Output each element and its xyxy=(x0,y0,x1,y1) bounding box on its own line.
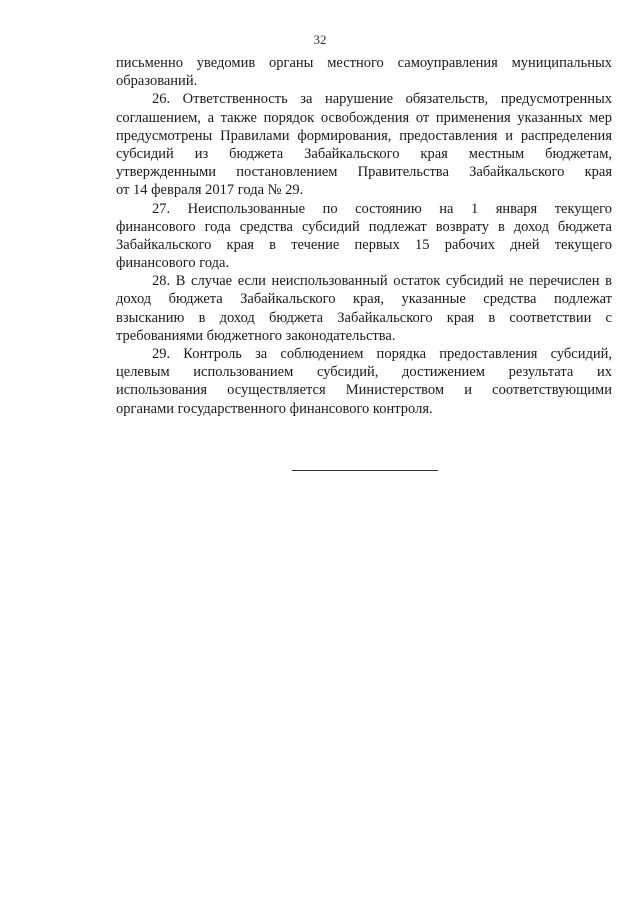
text-line: 28. В случае если неиспользованный остаток субсидий не перечислен в xyxy=(152,273,612,290)
page-number: 32 xyxy=(313,32,327,47)
text-line: использования осуществляется Министерством и соответствующими xyxy=(116,382,612,399)
text-line: 29. Контроль за соблюдением порядка предоставления субсидий, xyxy=(152,346,612,362)
text-line: финансового года. xyxy=(116,255,230,272)
text-line: финансового года средства субсидий подлежат возврату в доход бюджета xyxy=(116,218,612,235)
text-line: субсидий из бюджета Забайкальского края местным бюджетам, xyxy=(116,145,612,162)
end-divider-line xyxy=(292,470,438,471)
text-line: требованиями бюджетного законодательства. xyxy=(116,327,396,344)
text-line: 26. Ответственность за нарушение обязательств, предусмотренных xyxy=(152,91,612,108)
text-line: образований. xyxy=(116,73,198,90)
text-line: предусмотрены Правилами формирования, предоставления и распределения xyxy=(116,127,612,144)
text-line: Забайкальского края в течение первых 15 рабочих дней текущего xyxy=(116,236,612,253)
text-line: утвержденными постановлением Правительства Забайкальского края xyxy=(116,164,612,181)
text-line: взысканию в доход бюджета Забайкальского края в соответствии с xyxy=(116,309,612,326)
text-line: органами государственного финансового контроля. xyxy=(116,400,433,417)
text-line: письменно уведомив органы местного самоуправления муниципальных xyxy=(116,55,612,71)
document-body xyxy=(116,54,612,418)
text-line: от 14 февраля 2017 года № 29. xyxy=(116,182,304,199)
text-line: доход бюджета Забайкальского края, указанные средства подлежат xyxy=(116,291,612,308)
text-line: 27. Неиспользованные по состоянию на 1 января текущего xyxy=(152,200,612,217)
text-line: целевым использованием субсидий, достижением результата их xyxy=(116,364,612,381)
text-line: соглашением, а также порядок освобождения от применения указанных мер xyxy=(116,109,612,126)
